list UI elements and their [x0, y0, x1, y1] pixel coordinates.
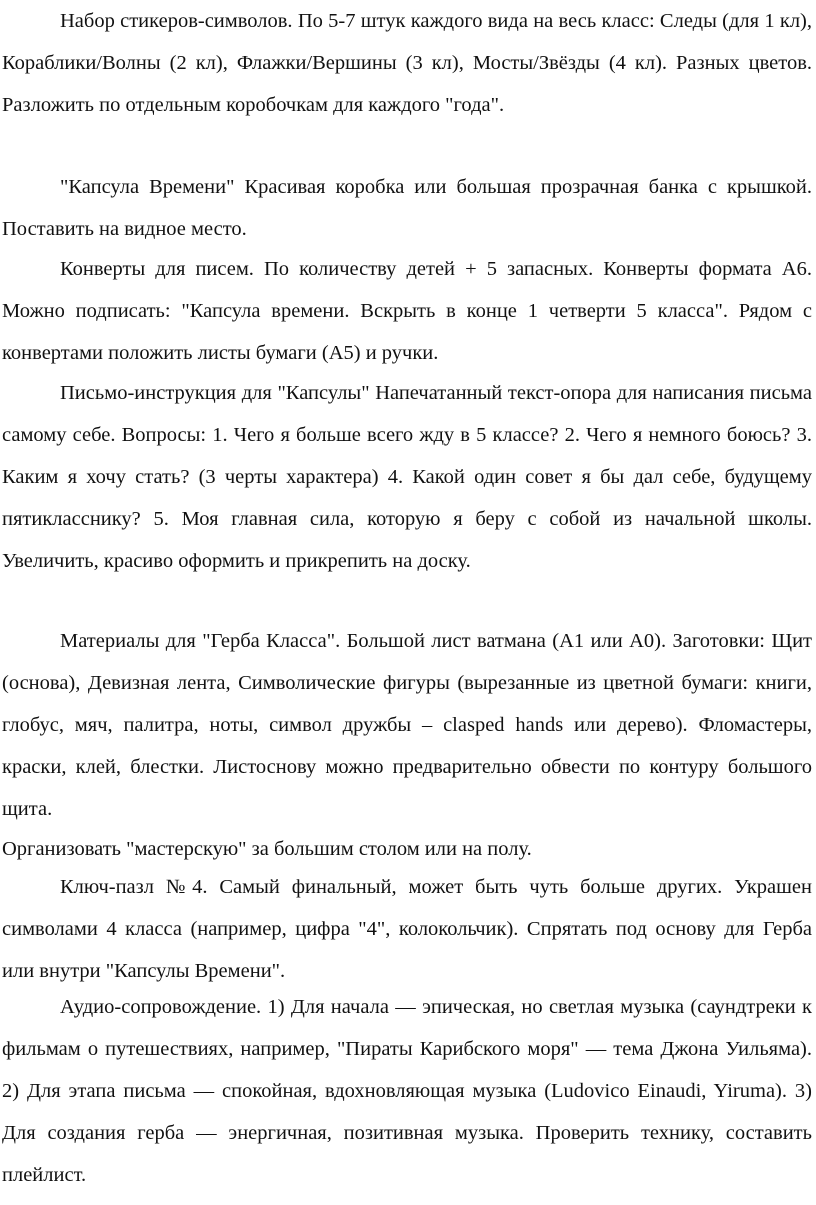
paragraph-time-capsule: "Капсула Времени" Красивая коробка или большая прозрачная банка с крышкой. Поставить на видное место. — [2, 176, 812, 240]
paragraph-workshop: Организовать "мастерскую" за большим столом или на полу. — [2, 838, 532, 860]
paragraph-letter-instruction: Письмо-инструкция для "Капсулы" Напечатанный текст-опора для написания письма самому себе. Вопросы: 1. Чего я больше всего жду в 5 классе? 2. Чего я немного боюсь? 3. Каким я хочу стать? (3 черты характера) 4. Какой один совет я бы дал себе, будущему пятикласснику? 5. Моя главная сила, которую я беру с собой из начальной школы. Увеличить, красиво оформить и прикрепить на доску. — [2, 382, 812, 572]
paragraph-stickers: Набор стикеров-символов. По 5-7 штук каждого вида на весь класс: Следы (для 1 кл), Кораблики/Волны (2 кл), Флажки/Вершины (3 кл), Мосты/Звёзды (4 кл). Разных цветов. Разложить по отдельным коробочкам для каждого "года". — [2, 10, 812, 116]
paragraph-audio: Аудио-сопровождение. 1) Для начала — эпическая, но светлая музыка (саундтреки к фильмам о путешествиях, например, "Пираты Карибского моря" — тема Джона Уильяма). 2) Для этапа письма — спокойная, вдохновляющая музыка (Ludovico Einaudi, Yiruma). 3) Для создания герба — энергичная, позитивная музыка. Проверить технику, составить плейлист. — [2, 996, 812, 1186]
paragraph-puzzle-key: Ключ-пазл №4. Самый финальный, может быть чуть больше других. Украшен символами 4 класса (например, цифра "4", колокольчик). Спрятать под основу для Герба или внутри "Капсулы Времени". — [2, 876, 812, 982]
paragraph-class-emblem-materials: Материалы для "Герба Класса". Большой лист ватмана (А1 или А0). Заготовки: Щит (основа), Девизная лента, Символические фигуры (вырезанные из цветной бумаги: книги, глобус, мяч, палитра, ноты, символ дружбы – clasped hands или дерево). Фломастеры, краски, клей, блестки. Листоснову можно предварительно обвести по контуру большого щита. — [2, 630, 812, 820]
paragraph-envelopes: Конверты для писем. По количеству детей + 5 запасных. Конверты формата А6. Можно подписать: "Капсула времени. Вскрыть в конце 1 четверти 5 класса". Рядом с конвертами положить листы бумаги (А5) и ручки. — [2, 258, 812, 364]
